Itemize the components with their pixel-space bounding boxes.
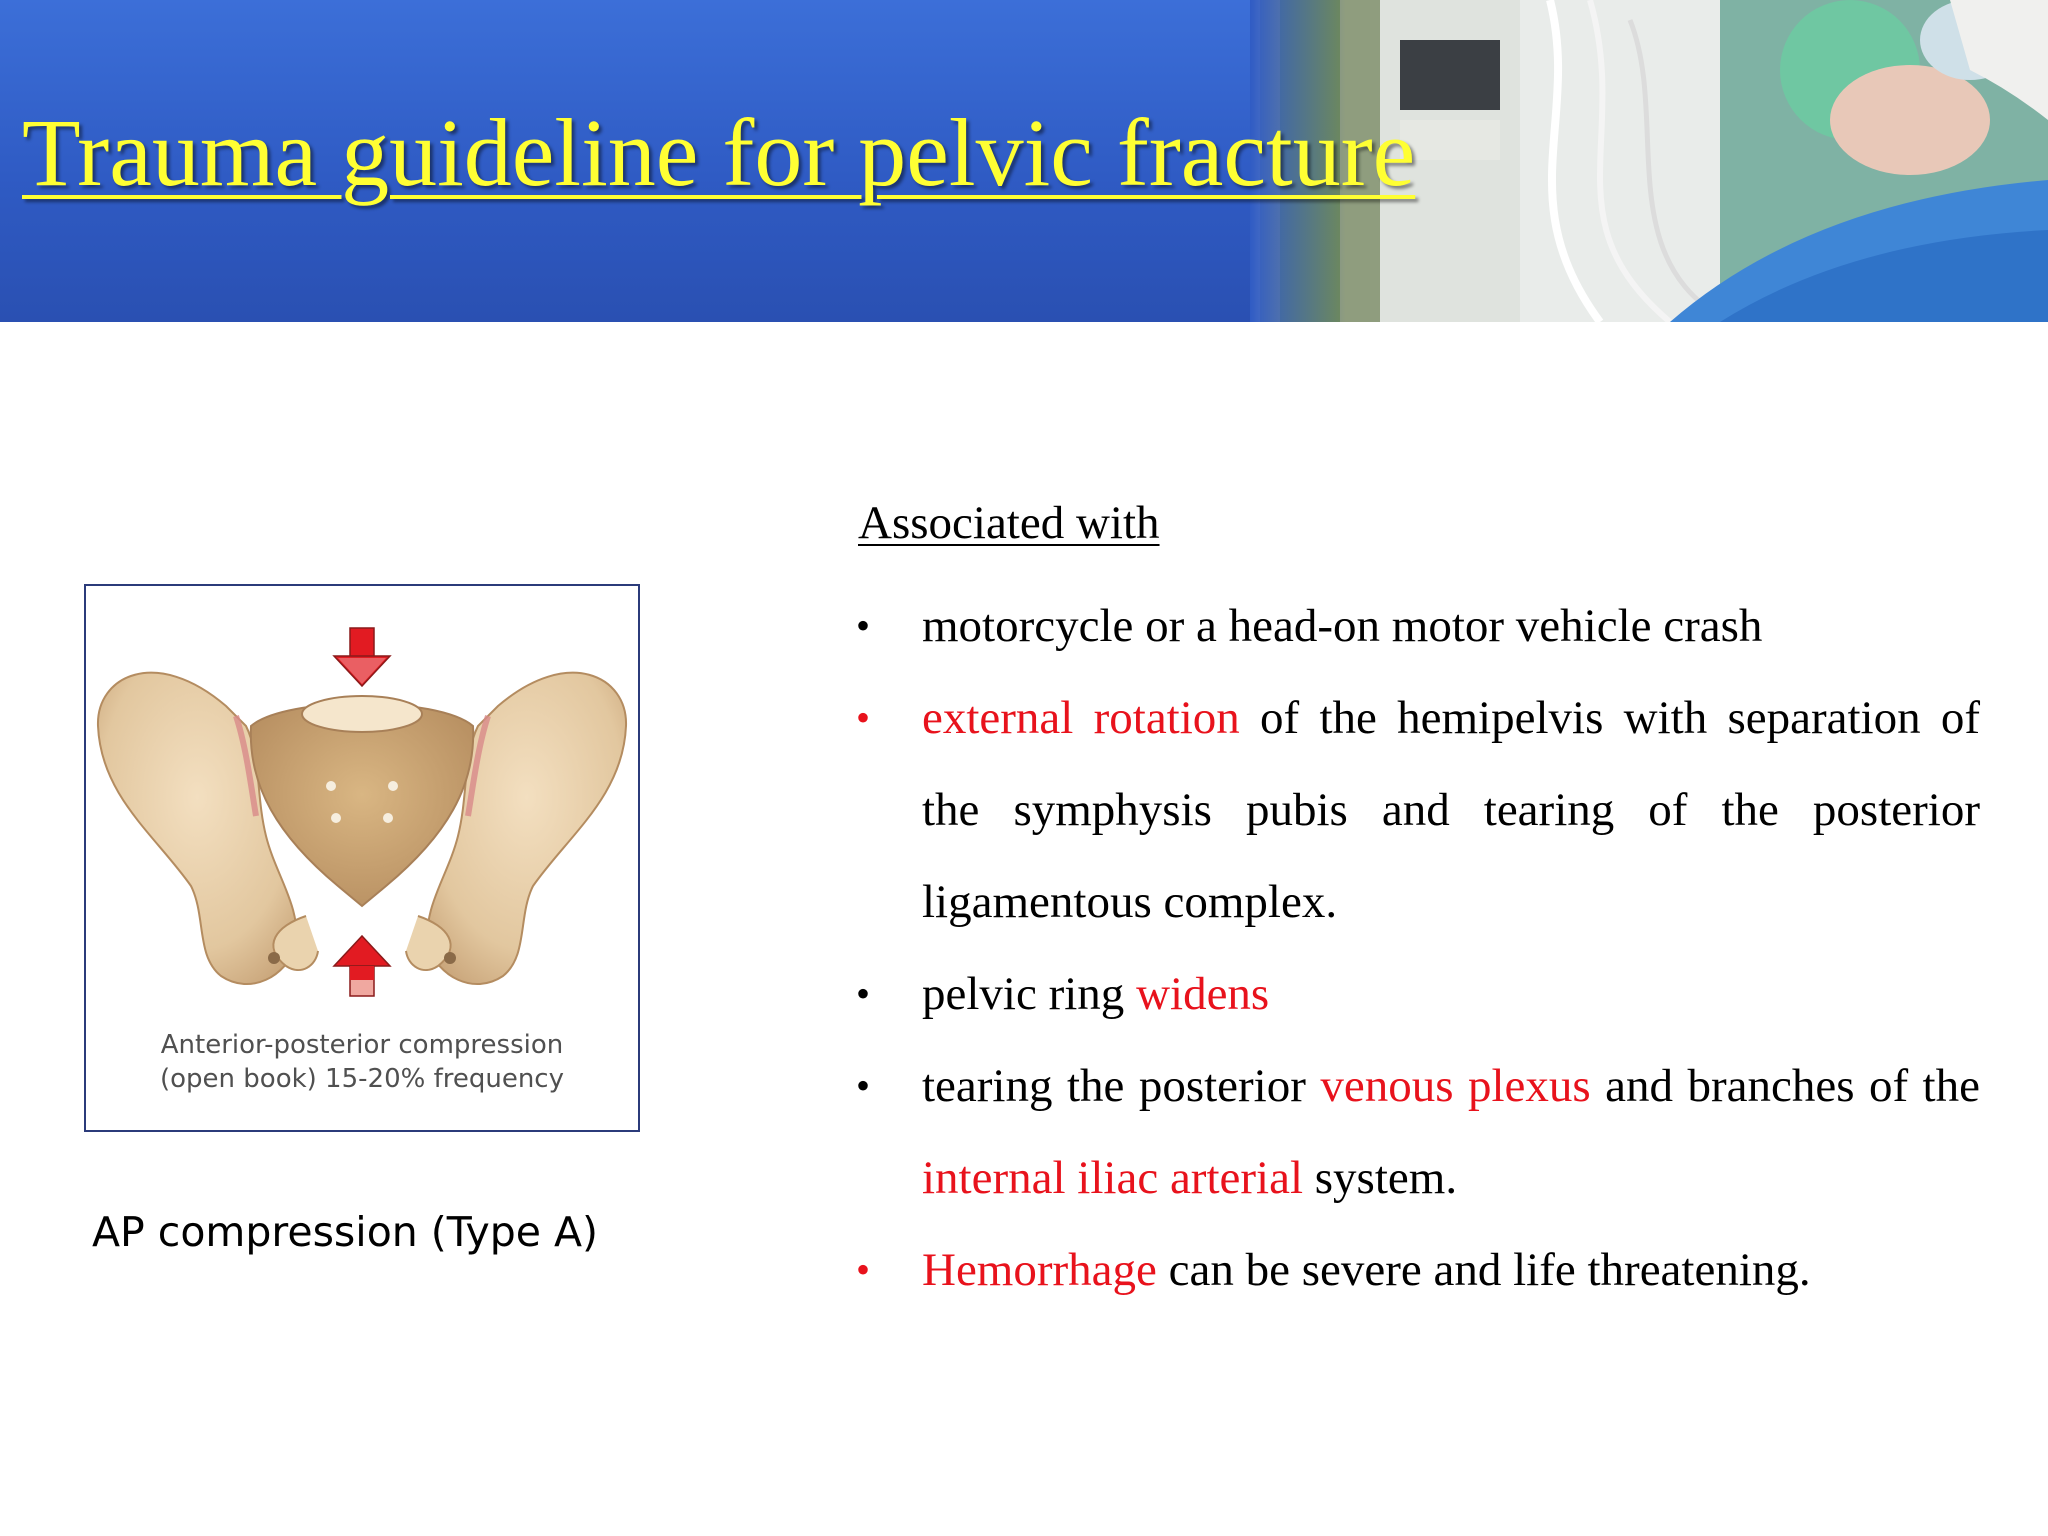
list-item: • motorcycle or a head-on motor vehicle crash	[856, 580, 1980, 672]
bullet-dot: •	[856, 603, 871, 648]
list-item: • external rotation of the hemipelvis with separation of the symphysis pubis and tearing of the posterior ligamentous complex.	[856, 672, 1980, 948]
slide-header	[0, 0, 2048, 322]
list-item: • pelvic ring widens	[856, 948, 1980, 1040]
figure-caption-line1: Anterior-posterior compression	[160, 1030, 564, 1060]
associated-heading: Associated with	[858, 497, 1160, 549]
highlight-text: Hemorrhage	[922, 1244, 1157, 1296]
bullet-dot: •	[856, 971, 871, 1016]
figure-label: AP compression (Type A)	[92, 1208, 599, 1256]
highlight-text: internal iliac arterial	[922, 1152, 1304, 1204]
highlight-text: venous plexus	[1320, 1060, 1591, 1112]
pelvis-figure	[84, 584, 640, 1132]
highlight-text: external rotation	[922, 692, 1240, 744]
highlight-text: widens	[1136, 968, 1270, 1020]
arrow-up-icon	[334, 936, 390, 996]
list-item: • Hemorrhage can be severe and life threatening.	[856, 1224, 1980, 1316]
bullet-dot: •	[856, 1063, 871, 1108]
list-item: • tearing the posterior venous plexus and branches of the internal iliac arterial system.	[856, 1040, 1980, 1224]
figure-caption-line2: (open book) 15-20% frequency	[159, 1064, 564, 1094]
bullet-dot: •	[856, 1247, 871, 1292]
association-list	[856, 580, 1980, 1316]
bullet-dot: •	[856, 695, 871, 740]
arrow-down-icon	[334, 628, 390, 686]
slide-title: Trauma guideline for pelvic fracture	[22, 99, 1416, 206]
